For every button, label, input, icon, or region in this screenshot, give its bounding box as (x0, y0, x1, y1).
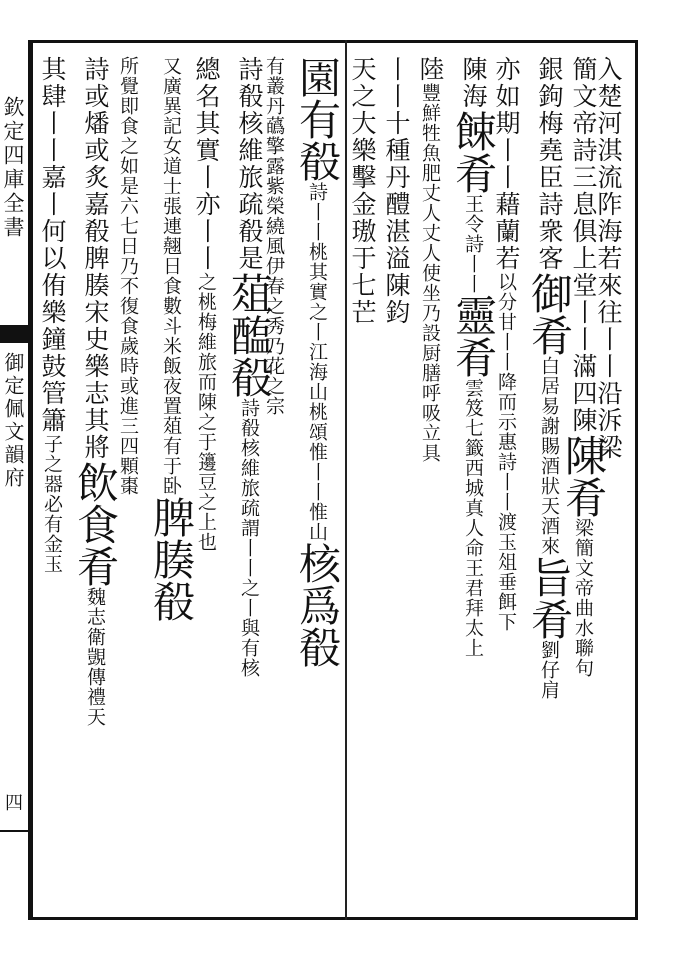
column-text: 入楚河淇流阼海若來往丨丨沿泝梁 (594, 56, 623, 461)
text-column (147, 56, 196, 906)
column-text: 銀鉤梅堯臣詩衆客 (535, 56, 564, 272)
annotation: 以分甘丨丨降而示惠 (495, 272, 517, 452)
headword: 飲食肴 (71, 461, 120, 587)
annotation: 魏志衛覬傳禮天 (84, 587, 106, 727)
column-text: 詩殽核維旅疏殽是 (235, 56, 264, 272)
spine-divider (0, 830, 30, 832)
headword: 陳肴 (559, 434, 608, 518)
text-column (418, 56, 443, 906)
headword: 御肴 (525, 272, 574, 356)
headword: 餗肴 (449, 110, 498, 194)
annotation: 劉仔肩 (538, 640, 560, 700)
annotation: 詩丨丨桃其實之丨江海山桃頌惟丨丨惟山 (306, 182, 328, 542)
column-text: 亦如期丨丨藉蘭若 (492, 56, 521, 272)
annotation: 詩丨丨渡玉俎垂餌下 (495, 452, 517, 632)
page-spine (0, 40, 30, 920)
annotation: 所覺即食之如是六七日乃不復食歲時或進三四顆棗 (117, 56, 139, 496)
annotation: 又廣異記女道士張連翹日食數斗米飯夜置葅有于卧 (160, 56, 182, 496)
page-number: 四 (2, 793, 23, 811)
column-text: 簡文帝詩三息俱上堂丨丨滿四陳 (569, 56, 598, 434)
column-text: 天之大樂擊金璈于七芒 (348, 56, 377, 326)
headword: 葅醢殽 (225, 272, 274, 398)
headword: 脾腠殽 (147, 496, 196, 622)
annotation: 豐鮮牲魚肥 (419, 83, 441, 183)
annotation: 梁簡文帝曲水聯句 (572, 518, 594, 678)
headword: 核爲殽 (293, 542, 342, 668)
text-column (449, 56, 498, 906)
headword: 靈肴 (449, 294, 498, 378)
column-text: 陳海 (459, 56, 488, 110)
column-text: 總名其實丨亦丨丨 (192, 56, 221, 272)
column-rule (345, 40, 347, 920)
headword: 旨肴 (525, 556, 574, 640)
annotation: 白居易謝賜酒狀天酒來 (538, 356, 560, 556)
column-text: 詩或燔或炙嘉殽脾腠宋史樂志其將 (81, 56, 110, 461)
book-title: 御定佩文韻府 (1, 352, 25, 490)
annotation: 之桃梅維旅而陳之于籩豆之上也 (195, 272, 217, 552)
column-text: 其肆丨丨嘉丨何以侑樂鐘鼓管簫 (38, 56, 67, 434)
annotation: 丈人丈人使坐乃設厨膳呼吸立具 (419, 183, 441, 463)
text-column (71, 56, 120, 906)
column-text: 丨丨十種丹醴湛溢陳鈞 (382, 56, 411, 326)
text-column (384, 56, 409, 906)
text-column (194, 56, 219, 906)
annotation: 有叢丹蘤擎露紫榮繞風伊春之秀乃花之宗 (263, 56, 285, 416)
text-column (40, 56, 65, 906)
headword: 園有殽 (293, 56, 342, 182)
annotation: 詩殽核維旅疏謂丨丨之丨與有核 (238, 398, 260, 678)
column-text: 陸 (416, 56, 445, 83)
annotation: 雲笈七籤西城真人命王君拜太上 (462, 378, 484, 658)
text-column (293, 56, 342, 906)
annotation: 王令詩丨丨 (462, 194, 484, 294)
collection-title: 欽定四庫全書 (1, 96, 25, 240)
text-column (525, 56, 574, 906)
fishtail-mark (0, 325, 30, 343)
annotation: 子之器必有金玉 (41, 434, 63, 574)
text-column (350, 56, 375, 906)
